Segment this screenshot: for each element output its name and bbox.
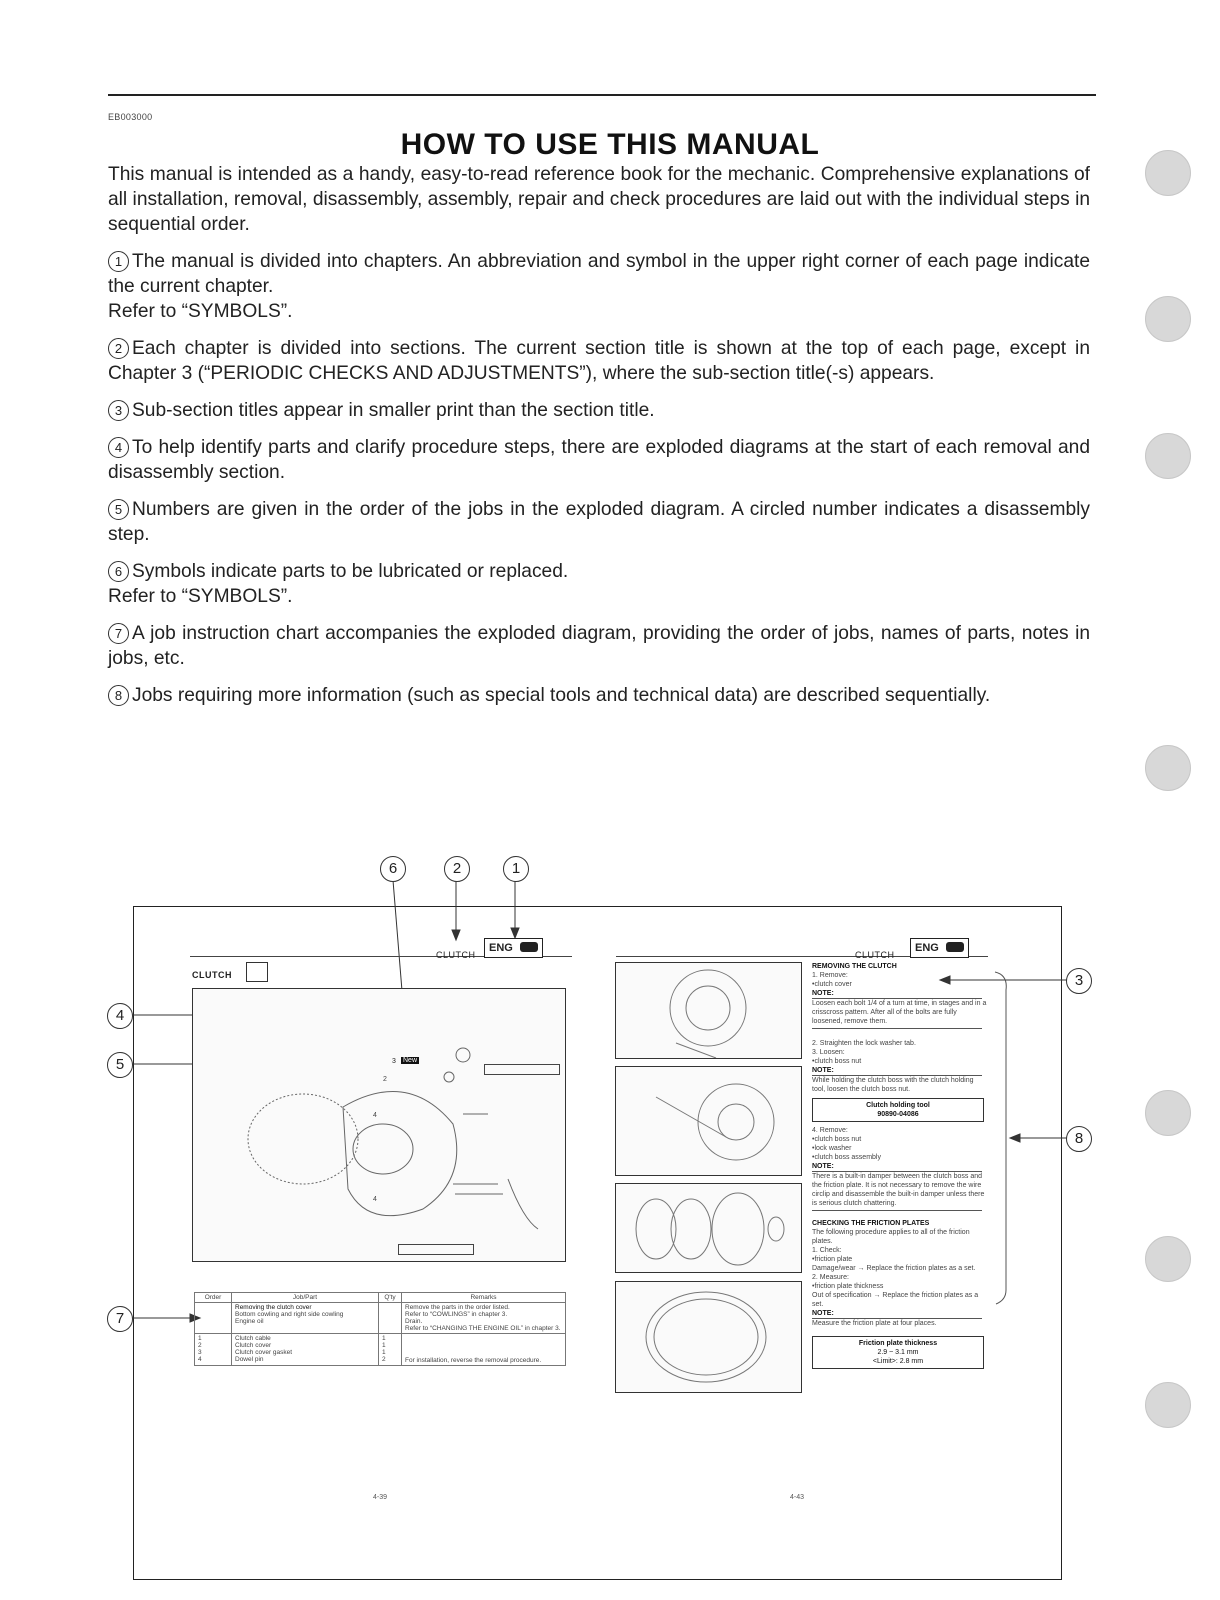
note-text: Loosen each bolt 1/4 of a turn at time, in stages and in a crisscross pattern. After all of the bolts are fully loosened, remove them. (812, 1000, 987, 1025)
instruction-reference: Refer to “SYMBOLS”. (108, 301, 293, 322)
job-qty: 1 (382, 1342, 386, 1349)
text-line: •lock washer (812, 1145, 852, 1152)
callout-4: 4 (107, 1003, 133, 1029)
note-label-text: NOTE: (812, 1310, 834, 1317)
text-line: 1. Remove: (812, 972, 848, 979)
photo-drawing (616, 1282, 801, 1392)
col-qty: Q'ty (379, 1293, 402, 1303)
chapter-abbr: ENG (915, 942, 939, 954)
circled-number: 6 (108, 561, 129, 582)
job-group-line: Engine oil (235, 1318, 264, 1325)
note-text: There is a built-in damper between the clutch boss and the friction plate. It is not necessary to remove the wire circlip and disassemble the built-in damper unless there is serious clutch chattering. (812, 1173, 985, 1207)
note-end-rule (812, 1028, 982, 1029)
circled-number: 4 (108, 437, 129, 458)
text-line: 2. Measure: (812, 1274, 849, 1281)
text-line: Damage/wear → Replace the friction plates as a set. (812, 1265, 976, 1272)
job-footer-remark: For installation, reverse the removal procedure. (405, 1357, 542, 1364)
job-remark: Drain. (405, 1318, 423, 1325)
text-line: The following procedure applies to all of the friction plates. (812, 1229, 970, 1245)
spec-title: Friction plate thickness (858, 1340, 938, 1347)
note-label (812, 1066, 982, 1076)
right-page-text (812, 962, 988, 1377)
photo-clutch-boss (615, 1066, 802, 1176)
instruction-text: A job instruction chart accompanies the exploded diagram, providing the order of jobs, names of parts, notes in jobs, etc. (108, 623, 1090, 669)
intro-paragraph: This manual is intended as a handy, easy-to-read reference book for the mechanic. Comprehensive explanations of all installation, removal, disassembly, assembly, repair and check procedures are laid out with the individual steps in sequential order. (108, 164, 1090, 235)
instruction-text: Each chapter is divided into sections. The current section title is shown at the top of each page, except in Chapter 3 (“PERIODIC CHECKS AND ADJUSTMENTS”), where the sub-section title(-s) appears. (108, 338, 1090, 384)
engine-icon (520, 942, 538, 952)
job-order: 3 (198, 1349, 202, 1356)
engine-icon (946, 942, 964, 952)
col-order: Order (195, 1293, 232, 1303)
job-part: Clutch cover (235, 1342, 272, 1349)
text-line: •clutch boss assembly (812, 1154, 881, 1161)
callout-1: 1 (503, 856, 529, 882)
note-label (812, 1309, 982, 1319)
spec-value: 2.9 ~ 3.1 mm (877, 1349, 919, 1356)
left-page-chapter-tab (484, 938, 543, 958)
motorcycle-icon (246, 962, 268, 982)
job-qty: 2 (382, 1356, 386, 1363)
circled-number: 3 (108, 400, 129, 421)
instruction-text: Sub-section titles appear in smaller print than the section title. (132, 400, 655, 421)
chapter-abbr: ENG (489, 942, 513, 954)
left-page-subsection: CLUTCH (192, 970, 232, 980)
note-label (812, 1162, 982, 1172)
tool-name: Clutch holding tool (866, 1102, 930, 1109)
note-label-text: NOTE: (812, 1163, 834, 1170)
subsection-title: CHECKING THE FRICTION PLATES (812, 1220, 930, 1227)
photo-clutch-assembly (615, 1183, 802, 1273)
photo-drawing (616, 963, 801, 1058)
instruction-text: The manual is divided into chapters. An abbreviation and symbol in the upper right corner of each page indicate the current chapter. (108, 251, 1090, 297)
text-line: •friction plate (812, 1256, 853, 1263)
col-remarks: Remarks (402, 1293, 566, 1303)
job-remark: Refer to “COWLINGS” in chapter 3. (405, 1311, 508, 1318)
photo-drawing (616, 1184, 801, 1272)
clutch-cover-drawing (193, 989, 565, 1261)
text-line: 4. Remove: (812, 1127, 848, 1134)
callout-6: 6 (380, 856, 406, 882)
job-instruction-chart (194, 1292, 566, 1366)
callout-8: 8 (1066, 1126, 1092, 1152)
job-qty: 1 (382, 1335, 386, 1342)
circled-number: 5 (108, 499, 129, 520)
exploded-diagram (192, 988, 566, 1262)
new-part-symbol: New (403, 1057, 418, 1064)
circled-number: 8 (108, 685, 129, 706)
job-part: Clutch cable (235, 1335, 271, 1342)
col-job-part: Job/Part (232, 1293, 379, 1303)
job-group-line: Bottom cowling and right side cowling (235, 1311, 344, 1318)
circled-number: 2 (108, 338, 129, 359)
photo-clutch-cover (615, 962, 802, 1059)
job-order: 1 (198, 1335, 202, 1342)
svg-text:2: 2 (383, 1076, 387, 1083)
note-label-text: NOTE: (812, 990, 834, 997)
callout-5: 5 (107, 1052, 133, 1078)
job-remark: Remove the parts in the order listed. (405, 1304, 510, 1311)
job-part: Clutch cover gasket (235, 1349, 293, 1356)
note-label (812, 989, 982, 999)
note-text: Measure the friction plate at four places. (812, 1320, 937, 1327)
text-line: •clutch boss nut (812, 1058, 862, 1065)
subsection-title: REMOVING THE CLUTCH (812, 963, 897, 970)
torque-spec-box (484, 1064, 560, 1075)
job-part: Dowel pin (235, 1356, 264, 1363)
instruction-text: Jobs requiring more information (such as special tools and technical data) are described sequentially. (132, 685, 991, 706)
spec-box (812, 1336, 984, 1369)
text-line: •friction plate thickness (812, 1283, 884, 1290)
tool-code: 90890-04086 (877, 1111, 919, 1118)
text-line: 3. Loosen: (812, 1049, 845, 1056)
svg-text:4: 4 (373, 1112, 377, 1119)
torque-spec-box (398, 1244, 474, 1255)
left-page-section-title: CLUTCH (436, 950, 476, 960)
page-title: HOW TO USE THIS MANUAL (400, 128, 820, 161)
note-end-rule (812, 1210, 982, 1211)
document-code: EB003000 (108, 112, 153, 122)
job-order: 4 (198, 1356, 202, 1363)
job-remark: Refer to “CHANGING THE ENGINE OIL” in chapter 3. (405, 1325, 561, 1332)
text-line: •clutch cover (812, 981, 852, 988)
right-page-chapter-tab (910, 938, 969, 958)
note-label-text: NOTE: (812, 1067, 834, 1074)
instruction-text: To help identify parts and clarify procedure steps, there are exploded diagrams at the start of each removal and disassembly section. (108, 437, 1090, 483)
text-line: 1. Check: (812, 1247, 842, 1254)
photo-drawing (616, 1067, 801, 1175)
instruction-text: Numbers are given in the order of the jobs in the exploded diagram. A circled number indicates a disassembly step. (108, 499, 1090, 545)
right-page-section-title: CLUTCH (855, 950, 895, 960)
job-group-title: Removing the clutch cover (235, 1304, 312, 1311)
text-line: •clutch boss nut (812, 1136, 862, 1143)
instruction-reference: Refer to “SYMBOLS”. (108, 586, 293, 607)
text-line: Out of specification → Replace the friction plates as a set. (812, 1292, 979, 1308)
callout-3: 3 (1066, 968, 1092, 994)
callout-2: 2 (444, 856, 470, 882)
text-line: 2. Straighten the lock washer tab. (812, 1040, 916, 1047)
note-text: While holding the clutch boss with the clutch holding tool, loosen the clutch boss nut. (812, 1077, 974, 1093)
circled-number: 1 (108, 251, 129, 272)
job-order: 2 (198, 1342, 202, 1349)
left-page-number: 4-39 (373, 1494, 388, 1501)
job-qty: 1 (382, 1349, 386, 1356)
callout-7: 7 (107, 1306, 133, 1332)
circled-number: 7 (108, 623, 129, 644)
instruction-text: Symbols indicate parts to be lubricated or replaced. (132, 561, 569, 582)
tool-box (812, 1098, 984, 1122)
spec-limit: <Limit>: 2.8 mm (872, 1358, 924, 1365)
photo-friction-plate (615, 1281, 802, 1393)
step-number-three: 3 (392, 1058, 396, 1065)
right-page-number: 4-43 (790, 1494, 805, 1501)
svg-text:4: 4 (373, 1196, 377, 1203)
job-table (194, 1292, 566, 1366)
